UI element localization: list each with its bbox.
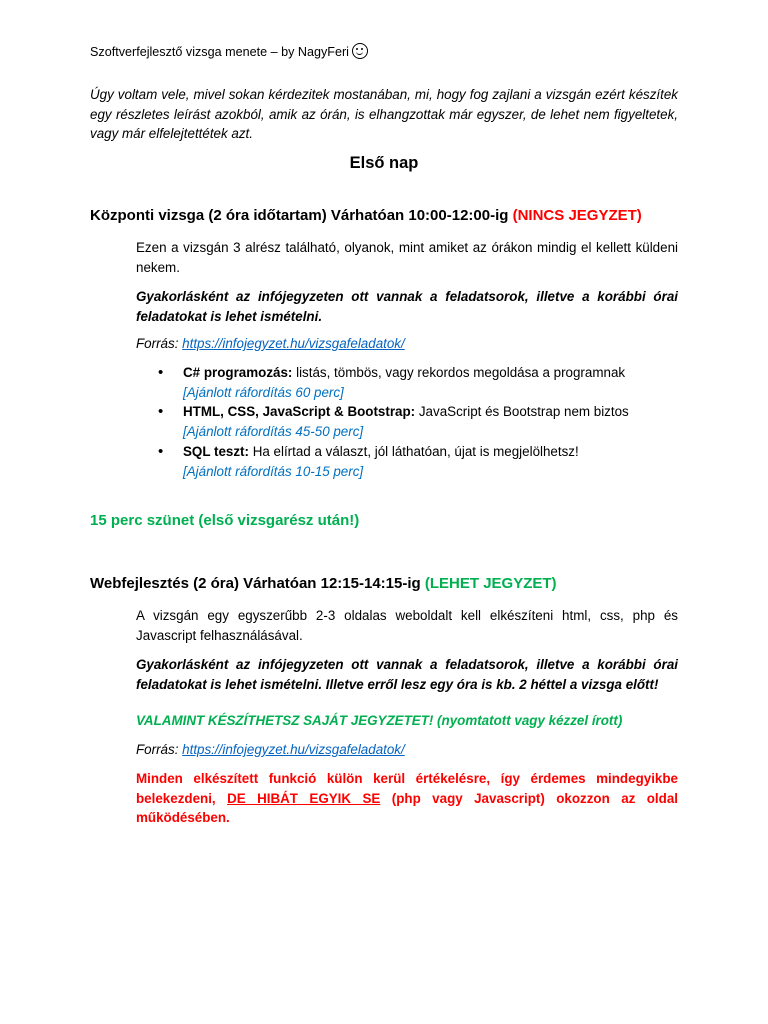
section2-notes-notice: VALAMINT KÉSZÍTHETSZ SAJÁT JEGYZETET! (nyomtatott vagy kézzel írott) (136, 713, 623, 728)
no-notes-tag: (NINCS JEGYZET) (512, 207, 642, 224)
recommended-time: [Ajánlott ráfordítás 45-50 perc] (183, 424, 364, 440)
smiley-icon (352, 43, 368, 59)
recommended-time: [Ajánlott ráfordítás 10-15 perc] (183, 463, 364, 479)
section2-description: A vizsgán egy egyszerűbb 2-3 oldalas weboldalt kell elkészíteni html, css, php és Javascript felhasználásával. (136, 608, 678, 643)
section2-warning (136, 769, 678, 828)
list-item (136, 442, 678, 481)
list-item (136, 402, 678, 441)
topic-name: SQL teszt: (183, 443, 249, 459)
header-text: Szoftverfejlesztő vizsga menete – by NagyFeri (90, 45, 349, 59)
warning-emphasis: DE HIBÁT EGYIK SE (227, 790, 381, 806)
section-title-web-dev (90, 575, 557, 592)
section2-practice: Gyakorlásként az infójegyzeten ott vannak a feladatsorok, illetve a korábbi órai feladatokat is lehet ismételni. Illetve erről lesz egy óra is kb. 2 héttel a vizsga előtt! (136, 657, 678, 692)
topic-desc: JavaScript és Bootstrap nem biztos (415, 404, 629, 420)
topic-name: HTML, CSS, JavaScript & Bootstrap: (183, 404, 416, 420)
intro-paragraph: Úgy voltam vele, mivel sokan kérdezitek mostanában, mi, hogy fog zajlani a vizsgán ezért készítek egy részletes leírást azokból, amik az órán, is elhangzottak már egyszer, de lehet nem figyeltetek, vagy már elfelejtettétek azt. (90, 87, 678, 141)
section1-practice: Gyakorlásként az infójegyzeten ott vannak a feladatsorok, illetve a korábbi órai feladatokat is lehet ismételni. (136, 289, 678, 324)
day-title: Első nap (349, 154, 419, 172)
section2-source (136, 740, 678, 760)
source-label: Forrás: (136, 742, 179, 757)
section-title-text: Központi vizsga (2 óra időtartam) Várhatóan 10:00-12:00-ig (90, 207, 509, 224)
source-link[interactable]: https://infojegyzet.hu/vizsgafeladatok/ (182, 742, 405, 757)
topic-desc: Ha elírtad a választ, jól láthatóan, újat is megjelölhetsz! (248, 443, 579, 459)
notes-allowed-tag: (LEHET JEGYZET) (424, 575, 557, 592)
source-link[interactable]: https://infojegyzet.hu/vizsgafeladatok/ (182, 336, 405, 351)
break-notice: 15 perc szünet (első vizsgarész után!) (90, 512, 360, 529)
page-header (90, 43, 368, 59)
warning-text: Minden elkészített funkció külön kerül értékelésre, így érdemes mindegyikbe belekezdeni, (136, 771, 678, 806)
section-title-text: Webfejlesztés (2 óra) Várhatóan 12:15-14:15-ig (90, 575, 421, 592)
section1-description: Ezen a vizsgán 3 alrész található, olyanok, mint amiket az órákon mindig el kellett küldeni nekem. (136, 240, 678, 275)
source-label: Forrás: (136, 336, 179, 351)
section-title-central-exam (90, 207, 642, 224)
warning-text: (php vagy Javascript) okozzon az oldal működésében. (136, 790, 678, 825)
recommended-time: [Ajánlott ráfordítás 60 perc] (183, 384, 344, 400)
section1-topic-list (136, 363, 678, 481)
section1-source (136, 334, 678, 354)
topic-desc: listás, tömbös, vagy rekordos megoldása a programnak (292, 365, 626, 380)
list-item (136, 363, 678, 402)
topic-name: C# programozás: (183, 365, 293, 380)
